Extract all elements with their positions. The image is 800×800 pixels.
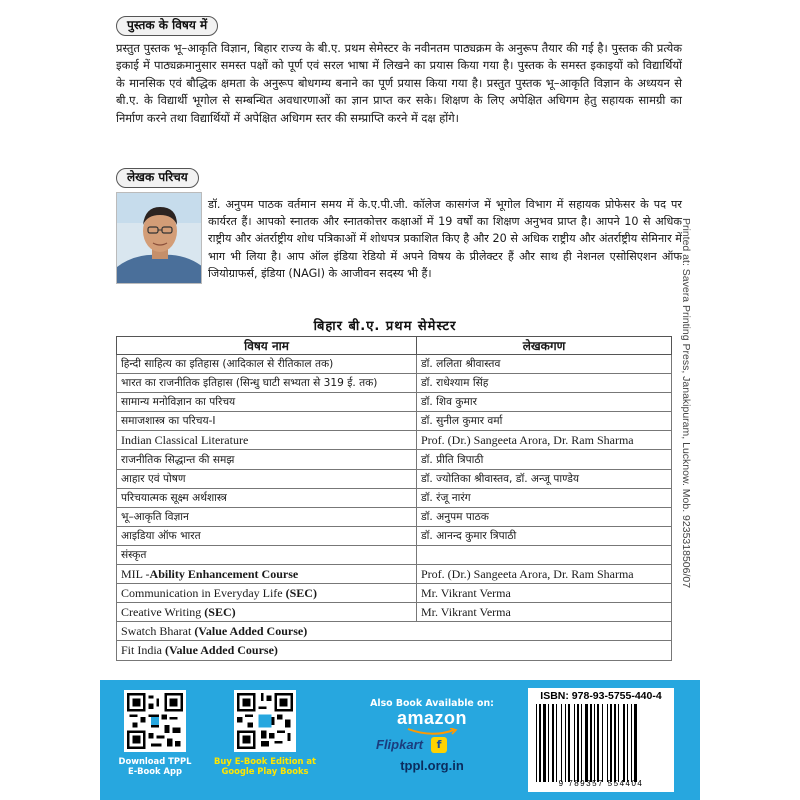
- subject-plain: Fit India: [121, 642, 165, 657]
- book-back-cover: [100, 0, 700, 800]
- subject-cell: [117, 565, 417, 584]
- subjects-table: [116, 336, 672, 661]
- table-row: [117, 622, 672, 641]
- subject-cell: आहार एवं पोषण: [117, 469, 417, 488]
- barcode-bar: [634, 704, 637, 782]
- flipkart-logo[interactable]: [376, 734, 486, 754]
- table-row: [117, 431, 672, 450]
- authors-cell: डॉ. आनन्द कुमार त्रिपाठी: [417, 526, 672, 545]
- subject-cell: भू–आकृति विज्ञान: [117, 507, 417, 526]
- qr2-caption: [210, 756, 320, 776]
- barcode-bar: [536, 704, 537, 782]
- author-bio: डॉ. अनुपम पाठक वर्तमान समय में के.ए.पी.जी. कॉलेज कासगंज में भूगोल विभाग में सहायक प्रोफेसर के पद पर कार्यरत हैं। आपको स्नातक और स्नातकोत्तर कक्षाओं में 19 वर्षों का शिक्षण अनुभव प्राप्त है। आपने 10 से अधिक राष्ट्रीय और अंतर्राष्ट्रीय शोध पत्रिकाओं में शोधपत्र प्रकाशित किए है और 20 से अधिक राष्ट्रीय और अंतर्राष्ट्रीय सेमिनार में भाग भी लिया है। आप ऑल इंडिया रेडियो में अपने विषय के प्रीलेक्टर हैं और साथ ही नेशनल एसोसिएशन ऑफ जियोग्राफर्स, इंडिया (NAGI) के आजीवन सदस्य भी हैं।: [208, 198, 682, 280]
- barcode-bar: [618, 704, 619, 782]
- subject-cell: [117, 603, 417, 622]
- table-row: [117, 412, 672, 431]
- column-header-subject: विषय नाम: [117, 337, 417, 355]
- authors-cell: Prof. (Dr.) Sangeeta Arora, Dr. Ram Sharma: [417, 565, 672, 584]
- subject-cell: समाजशास्त्र का परिचय-I: [117, 412, 417, 431]
- authors-cell: [417, 545, 672, 564]
- subject-bold: (SEC): [285, 585, 317, 600]
- qr1-caption: [100, 756, 210, 776]
- subject-plain: Creative Writing: [121, 604, 205, 619]
- flipkart-label: Flipkart: [376, 737, 423, 752]
- barcode-bar: [556, 704, 557, 782]
- table-row: [117, 393, 672, 412]
- authors-cell: Mr. Vikrant Verma: [417, 603, 672, 622]
- amazon-logo[interactable]: amazon: [396, 708, 468, 728]
- subject-cell: आइडिया ऑफ भारत: [117, 526, 417, 545]
- subject-cell: [117, 622, 672, 641]
- subject-cell: संस्कृत: [117, 545, 417, 564]
- flipkart-bag-icon: f: [431, 737, 447, 753]
- authors-cell: डॉ. अनुपम पाठक: [417, 507, 672, 526]
- table-row: [117, 355, 672, 374]
- table-row: [117, 507, 672, 526]
- publisher-website[interactable]: tppl.org.in: [400, 758, 464, 773]
- subject-bold: (Value Added Course): [165, 642, 278, 657]
- table-row: [117, 641, 672, 660]
- subject-cell: Indian Classical Literature: [117, 431, 417, 450]
- authors-cell: डॉ. प्रीति त्रिपाठी: [417, 450, 672, 469]
- table-row: [117, 565, 672, 584]
- subject-bold: (SEC): [204, 604, 236, 619]
- table-row: [117, 488, 672, 507]
- table-row: [117, 469, 672, 488]
- isbn-barcode-box: [528, 688, 674, 792]
- table-row: [117, 584, 672, 603]
- authors-cell: डॉ. ज्योतिका श्रीवास्तव, डॉ. अन्जू पाण्डेय: [417, 469, 672, 488]
- subject-cell: [117, 584, 417, 603]
- also-available-label: Also Book Available on:: [370, 698, 494, 709]
- table-title: बिहार बी.ए. प्रथम सेमेस्टर: [313, 319, 457, 334]
- barcode-bar: [610, 704, 612, 782]
- authors-cell: डॉ. राधेश्याम सिंह: [417, 374, 672, 393]
- barcode-bar: [602, 704, 603, 782]
- tppl-app-qr-icon[interactable]: [124, 690, 186, 752]
- barcode-bar: [543, 704, 546, 782]
- subject-bold: Ability Enhancement Course: [149, 566, 299, 581]
- authors-cell: Mr. Vikrant Verma: [417, 584, 672, 603]
- authors-cell: Prof. (Dr.) Sangeeta Arora, Dr. Ram Sharma: [417, 431, 672, 450]
- authors-cell: डॉ. सुनील कुमार वर्मा: [417, 412, 672, 431]
- table-row: [117, 545, 672, 564]
- table-row: [117, 603, 672, 622]
- subject-cell: [117, 641, 672, 660]
- table-row: [117, 374, 672, 393]
- table-header-row: [117, 337, 672, 355]
- about-book-heading: पुस्तक के विषय में: [116, 16, 218, 36]
- authors-cell: डॉ. शिव कुमार: [417, 393, 672, 412]
- barcode-bar: [607, 704, 608, 782]
- subject-cell: सामान्य मनोविज्ञान का परिचय: [117, 393, 417, 412]
- google-play-books-qr-icon[interactable]: [234, 690, 296, 752]
- barcode-bar: [594, 704, 595, 782]
- subject-cell: राजनीतिक सिद्धान्त की समझ: [117, 450, 417, 469]
- barcode-bar: [565, 704, 566, 782]
- barcode-bar: [585, 704, 588, 782]
- barcode-bar: [577, 704, 579, 782]
- barcode-bar: [574, 704, 575, 782]
- qr2-caption-line2: Google Play Books: [221, 766, 309, 776]
- barcode-bar: [590, 704, 592, 782]
- subject-bold: (Value Added Course): [194, 623, 308, 638]
- qr1-caption-line1: Download TPPL: [118, 756, 192, 766]
- subject-plain: Communication in Everyday Life: [121, 585, 286, 600]
- barcode-bar: [548, 704, 549, 782]
- table-row: [117, 450, 672, 469]
- barcode-bar: [597, 704, 599, 782]
- barcode-bar: [614, 704, 616, 782]
- barcode-bar: [627, 704, 628, 782]
- barcode-bar: [561, 704, 562, 782]
- qr1-caption-line2: E-Book App: [127, 766, 183, 776]
- table-row: [117, 526, 672, 545]
- barcode-bar: [539, 704, 541, 782]
- subject-cell: परिचयात्मक सूक्ष्म अर्थशास्त्र: [117, 488, 417, 507]
- authors-cell: डॉ. ललिता श्रीवास्तव: [417, 355, 672, 374]
- barcode-bar: [568, 704, 570, 782]
- column-header-authors: लेखकगण: [417, 337, 672, 355]
- qr2-caption-line1: Buy E-Book Edition at: [213, 756, 317, 766]
- author-heading: लेखक परिचय: [116, 168, 199, 188]
- subject-plain: MIL -: [121, 566, 150, 581]
- subject-cell: हिन्दी साहित्य का इतिहास (आदिकाल से रीतिकाल तक): [117, 355, 417, 374]
- author-photo: [116, 192, 202, 284]
- printer-info: Printed at: Savera Printing Press, Janakipuram, Lucknow. Mob. 9235318506/07: [680, 218, 692, 589]
- barcode-bar: [552, 704, 554, 782]
- barcode-bar: [631, 704, 632, 782]
- isbn-label: ISBN: 978-93-5755-440-4: [540, 690, 662, 702]
- about-book-text: प्रस्तुत पुस्तक भू–आकृति विज्ञान, बिहार राज्य के बी.ए. प्रथम सेमेस्टर के नवीनतम पाठ्यक्रम के अनुरूप तैयार की गई है। पुस्तक की प्रत्येक इकाई में पाठ्यक्रमानुसार समस्त पक्षों को पूर्ण एवं सरल भाषा में लिखने का प्रयास किया गया है। पुस्तक के समस्त इकाइयों को विद्यार्थियों के मानसिक एवं बौद्धिक क्षमता के अनुरूप बोधगम्य बनाने का पूर्ण प्रयास किया गया है। प्रस्तुत पुस्तक भू–आकृति विज्ञान के अध्ययन से बी.ए. के विद्यार्थी भूगोल से सम्बन्धित अवधारणाओं का ज्ञान प्राप्त कर सके। शिक्षण के लिए अपेक्षित अधिगम हेतु सहायक सामग्री का निर्माण करने तथा विद्यार्थियों में अपेक्षित अधिगम स्तर की सम्प्राप्ति करने में दक्ष होंगे।: [116, 41, 682, 125]
- barcode-icon: [534, 704, 668, 782]
- barcode-bar: [623, 704, 625, 782]
- authors-cell: डॉ. रंजू नारंग: [417, 488, 672, 507]
- isbn-digits: 9 789357 554404: [558, 779, 644, 788]
- subject-plain: Swatch Bharat: [121, 623, 195, 638]
- barcode-bar: [581, 704, 582, 782]
- subject-cell: भारत का राजनीतिक इतिहास (सिन्धु घाटी सभ्यता से 319 ई. तक): [117, 374, 417, 393]
